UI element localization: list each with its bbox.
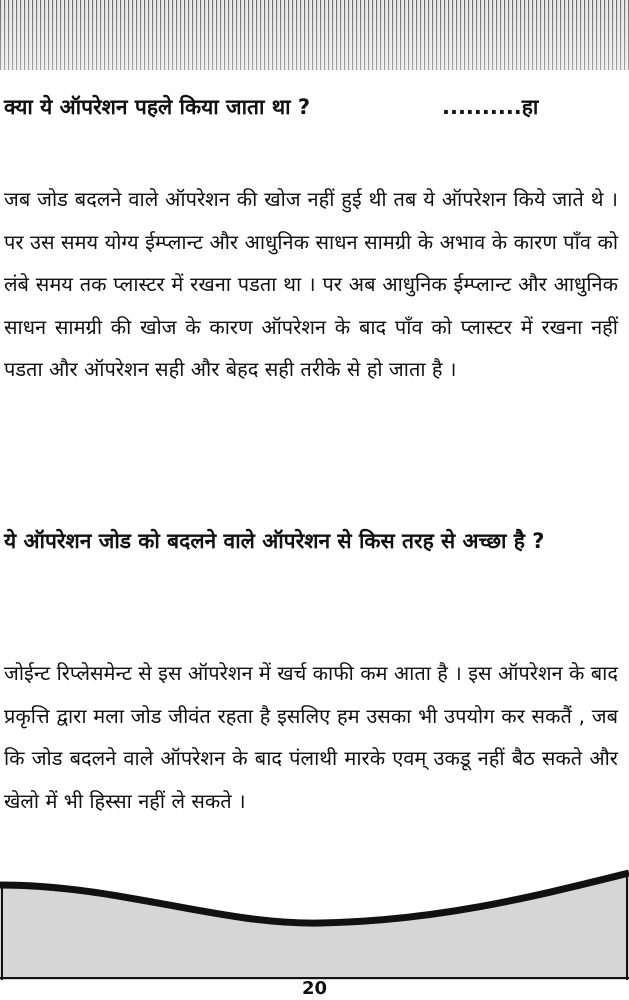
answer-inline: ..........हा: [442, 95, 539, 119]
top-decorative-band: [0, 0, 629, 70]
answer-paragraph-2: जोईन्ट रिप्लेसमेन्ट से इस ऑपरेशन में खर्च काफी कम आता है । इस ऑपरेशन के बाद प्रकृत्ति द्वारा मला जोड जीवंत रहता है इसलिए हम उसका भी उपयोग कर सकतैं , जब कि जोड बदलने वाले ऑपरेशन के बाद पंलाथी मारके एवम् उकडू नहीं बैठ सकते और खेलो में भी हिस्सा नहीं ले सकते ।: [4, 661, 618, 813]
question-heading-1: [4, 84, 604, 130]
question-1-text: क्या ये ऑपरेशन पहले किया जाता था ?: [4, 95, 311, 119]
footer-wave-decoration: [0, 855, 629, 980]
question-heading-2: ये ऑपरेशन जोड को बदलने वाले ऑपरेशन से किस तरह से अच्छा है ?: [4, 529, 545, 553]
page-number: 20: [301, 978, 328, 999]
answer-paragraph-1: जब जोड बदलने वाले ऑपरेशन की खोज नहीं हुई थी तब ये ऑपरेशन किये जाते थे । पर उस समय योग्य ईम्प्लान्ट और आधुनिक साधन सामग्री के अभाव के कारण पाँव को लंबे समय तक प्लास्टर में रखना पडता था । पर अब आधुनिक ईम्प्लान्ट और आधुनिक साधन सामग्री की खोज के कारण ऑपरेशन के बाद पाँव को प्लास्टर में रखना नहीं पडता और ऑपरेशन सही और बेहद सही तरीके से हो जाता है ।: [4, 187, 618, 381]
